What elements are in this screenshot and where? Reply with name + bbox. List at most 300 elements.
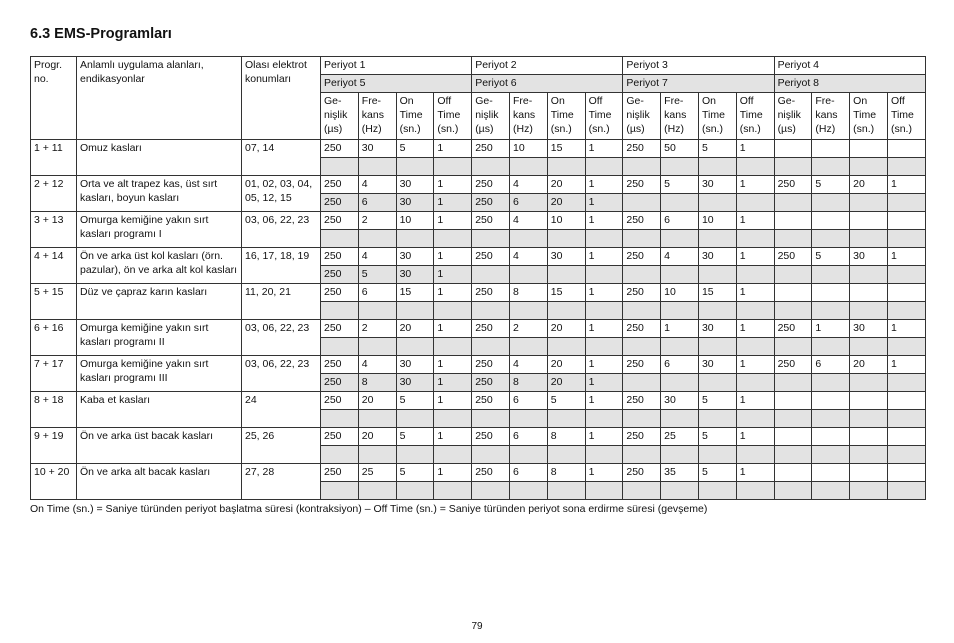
- value-cell: [661, 338, 699, 356]
- value-cell: [698, 194, 736, 212]
- value-cell: 250: [321, 212, 359, 230]
- value-cell: [472, 230, 510, 248]
- value-cell: [774, 446, 812, 464]
- value-cell: 4: [358, 356, 396, 374]
- value-cell: [509, 482, 547, 500]
- value-cell: 250: [472, 140, 510, 158]
- value-cell: 250: [623, 356, 661, 374]
- value-cell: [585, 266, 623, 284]
- value-cell: [698, 410, 736, 428]
- electrode-positions-cell: 07, 14: [242, 140, 321, 176]
- value-cell: [887, 212, 925, 230]
- value-cell: 15: [547, 140, 585, 158]
- header-frequency-period-1: Fre- kans (Hz): [358, 93, 396, 140]
- value-cell: [887, 338, 925, 356]
- value-cell: 250: [472, 248, 510, 266]
- program-number-cell: 2 + 12: [31, 176, 77, 212]
- header-electrode-positions: Olası elektrot konumları: [242, 57, 321, 140]
- value-cell: [774, 266, 812, 284]
- value-cell: 30: [396, 266, 434, 284]
- value-cell: 10: [661, 284, 699, 302]
- value-cell: 1: [887, 176, 925, 194]
- value-cell: 6: [358, 284, 396, 302]
- value-cell: [850, 392, 888, 410]
- value-cell: [321, 230, 359, 248]
- value-cell: 250: [623, 428, 661, 446]
- indication-cell: Orta ve alt trapez kas, üst sırt kasları, boyun kasları: [77, 176, 242, 212]
- value-cell: [850, 464, 888, 482]
- value-cell: [358, 230, 396, 248]
- value-cell: [434, 410, 472, 428]
- value-cell: 4: [509, 212, 547, 230]
- value-cell: [321, 482, 359, 500]
- value-cell: [774, 338, 812, 356]
- value-cell: [812, 338, 850, 356]
- value-cell: [850, 158, 888, 176]
- value-cell: 250: [774, 176, 812, 194]
- value-cell: 8: [547, 464, 585, 482]
- value-cell: 1: [887, 248, 925, 266]
- value-cell: [358, 410, 396, 428]
- value-cell: 250: [623, 464, 661, 482]
- value-cell: [812, 446, 850, 464]
- electrode-positions-cell: 03, 06, 22, 23: [242, 212, 321, 248]
- value-cell: 5: [812, 248, 850, 266]
- table-row: [31, 428, 926, 446]
- value-cell: [850, 302, 888, 320]
- header-period-4: Periyot 4: [774, 57, 925, 75]
- program-number-cell: 3 + 13: [31, 212, 77, 248]
- program-number-cell: 8 + 18: [31, 392, 77, 428]
- value-cell: [812, 140, 850, 158]
- header-frequency-period-4: Fre- kans (Hz): [812, 93, 850, 140]
- table-row: [31, 356, 926, 374]
- value-cell: 1: [736, 356, 774, 374]
- value-cell: [887, 374, 925, 392]
- value-cell: [661, 158, 699, 176]
- value-cell: [774, 392, 812, 410]
- value-cell: 20: [396, 320, 434, 338]
- page-number: 79: [471, 621, 483, 632]
- value-cell: 1: [736, 140, 774, 158]
- value-cell: 6: [812, 356, 850, 374]
- value-cell: [321, 338, 359, 356]
- value-cell: [774, 230, 812, 248]
- value-cell: 4: [509, 176, 547, 194]
- value-cell: 1: [434, 284, 472, 302]
- value-cell: 1: [434, 356, 472, 374]
- value-cell: [623, 446, 661, 464]
- value-cell: [509, 158, 547, 176]
- value-cell: [887, 464, 925, 482]
- value-cell: 15: [396, 284, 434, 302]
- value-cell: [396, 446, 434, 464]
- value-cell: 1: [434, 374, 472, 392]
- value-cell: [585, 446, 623, 464]
- value-cell: 5: [698, 464, 736, 482]
- value-cell: 5: [396, 428, 434, 446]
- value-cell: 4: [509, 356, 547, 374]
- value-cell: [850, 140, 888, 158]
- value-cell: 25: [358, 464, 396, 482]
- value-cell: 250: [321, 284, 359, 302]
- value-cell: [736, 410, 774, 428]
- value-cell: [698, 446, 736, 464]
- value-cell: 30: [396, 248, 434, 266]
- value-cell: 6: [509, 194, 547, 212]
- value-cell: 2: [358, 212, 396, 230]
- value-cell: 250: [774, 248, 812, 266]
- value-cell: [850, 212, 888, 230]
- value-cell: [698, 482, 736, 500]
- value-cell: 250: [321, 320, 359, 338]
- value-cell: [509, 302, 547, 320]
- value-cell: 6: [661, 212, 699, 230]
- header-period-1: Periyot 1: [321, 57, 472, 75]
- value-cell: [472, 158, 510, 176]
- value-cell: 8: [358, 374, 396, 392]
- indication-cell: Düz ve çapraz karın kasları: [77, 284, 242, 320]
- value-cell: [887, 230, 925, 248]
- value-cell: 250: [623, 284, 661, 302]
- value-cell: 250: [774, 356, 812, 374]
- value-cell: [812, 374, 850, 392]
- value-cell: 250: [774, 320, 812, 338]
- value-cell: 20: [547, 356, 585, 374]
- header-frequency-period-2: Fre- kans (Hz): [509, 93, 547, 140]
- value-cell: 30: [850, 320, 888, 338]
- value-cell: [812, 284, 850, 302]
- electrode-positions-cell: 24: [242, 392, 321, 428]
- value-cell: [585, 302, 623, 320]
- value-cell: 5: [396, 140, 434, 158]
- value-cell: 6: [509, 392, 547, 410]
- value-cell: [585, 482, 623, 500]
- value-cell: 30: [698, 176, 736, 194]
- value-cell: [661, 374, 699, 392]
- header-off-time-period-4: Off Time (sn.): [887, 93, 925, 140]
- value-cell: [547, 266, 585, 284]
- value-cell: [812, 158, 850, 176]
- value-cell: [850, 194, 888, 212]
- value-cell: 8: [547, 428, 585, 446]
- value-cell: 20: [547, 194, 585, 212]
- indication-cell: Omurga kemiğine yakın sırt kasları programı II: [77, 320, 242, 356]
- value-cell: [812, 194, 850, 212]
- value-cell: 250: [321, 356, 359, 374]
- value-cell: 1: [585, 428, 623, 446]
- value-cell: [736, 266, 774, 284]
- header-on-time-period-1: On Time (sn.): [396, 93, 434, 140]
- value-cell: 250: [321, 374, 359, 392]
- value-cell: 1: [585, 356, 623, 374]
- value-cell: 15: [698, 284, 736, 302]
- value-cell: 1: [585, 284, 623, 302]
- header-program-number: Progr. no.: [31, 57, 77, 140]
- table-row: [31, 248, 926, 266]
- value-cell: 1: [434, 320, 472, 338]
- table-row: [31, 320, 926, 338]
- value-cell: [774, 374, 812, 392]
- value-cell: 20: [850, 176, 888, 194]
- header-row-periods-top: [31, 57, 926, 75]
- value-cell: [736, 230, 774, 248]
- value-cell: [547, 410, 585, 428]
- value-cell: [736, 158, 774, 176]
- value-cell: 250: [321, 140, 359, 158]
- value-cell: [472, 446, 510, 464]
- value-cell: [812, 428, 850, 446]
- value-cell: 4: [358, 176, 396, 194]
- value-cell: [623, 410, 661, 428]
- value-cell: [358, 158, 396, 176]
- table-row: [31, 140, 926, 158]
- header-period-7: Periyot 7: [623, 75, 774, 93]
- value-cell: [358, 446, 396, 464]
- value-cell: [698, 374, 736, 392]
- value-cell: [547, 158, 585, 176]
- program-number-cell: 10 + 20: [31, 464, 77, 500]
- value-cell: [850, 482, 888, 500]
- value-cell: 10: [698, 212, 736, 230]
- value-cell: [887, 446, 925, 464]
- value-cell: [774, 302, 812, 320]
- value-cell: [887, 302, 925, 320]
- electrode-positions-cell: 01, 02, 03, 04, 05, 12, 15: [242, 176, 321, 212]
- value-cell: [887, 482, 925, 500]
- value-cell: [812, 230, 850, 248]
- electrode-positions-cell: 03, 06, 22, 23: [242, 320, 321, 356]
- value-cell: [812, 302, 850, 320]
- value-cell: [396, 338, 434, 356]
- program-number-cell: 6 + 16: [31, 320, 77, 356]
- value-cell: [736, 446, 774, 464]
- value-cell: [812, 464, 850, 482]
- value-cell: 1: [434, 464, 472, 482]
- value-cell: [434, 230, 472, 248]
- value-cell: 4: [661, 248, 699, 266]
- indication-cell: Ön ve arka alt bacak kasları: [77, 464, 242, 500]
- value-cell: [887, 392, 925, 410]
- value-cell: 250: [472, 392, 510, 410]
- value-cell: [585, 338, 623, 356]
- value-cell: 1: [736, 248, 774, 266]
- page-title: 6.3 EMS-Programları: [30, 26, 172, 42]
- value-cell: 5: [547, 392, 585, 410]
- header-period-3: Periyot 3: [623, 57, 774, 75]
- value-cell: [585, 410, 623, 428]
- value-cell: [774, 410, 812, 428]
- value-cell: [434, 158, 472, 176]
- value-cell: [736, 302, 774, 320]
- ems-programs-table: [30, 56, 926, 500]
- indication-cell: Omurga kemiğine yakın sırt kasları programı I: [77, 212, 242, 248]
- value-cell: 20: [547, 176, 585, 194]
- value-cell: [396, 482, 434, 500]
- value-cell: 30: [698, 320, 736, 338]
- value-cell: 30: [396, 356, 434, 374]
- value-cell: [623, 482, 661, 500]
- value-cell: 1: [585, 176, 623, 194]
- indication-cell: Ön ve arka üst bacak kasları: [77, 428, 242, 464]
- value-cell: [472, 266, 510, 284]
- value-cell: 5: [396, 392, 434, 410]
- value-cell: [623, 158, 661, 176]
- value-cell: [661, 410, 699, 428]
- value-cell: [661, 482, 699, 500]
- value-cell: 1: [434, 140, 472, 158]
- value-cell: [547, 338, 585, 356]
- value-cell: 250: [321, 392, 359, 410]
- value-cell: [661, 266, 699, 284]
- value-cell: [321, 302, 359, 320]
- value-cell: [887, 284, 925, 302]
- value-cell: 6: [509, 428, 547, 446]
- value-cell: 4: [358, 248, 396, 266]
- value-cell: 1: [736, 212, 774, 230]
- value-cell: [509, 266, 547, 284]
- value-cell: 1: [585, 464, 623, 482]
- value-cell: [698, 230, 736, 248]
- header-frequency-period-3: Fre- kans (Hz): [661, 93, 699, 140]
- value-cell: 250: [623, 320, 661, 338]
- value-cell: 1: [585, 212, 623, 230]
- indication-cell: Ön ve arka üst kol kasları (örn. pazular), ön ve arka alt kol kasları: [77, 248, 242, 284]
- value-cell: [850, 230, 888, 248]
- value-cell: 5: [698, 428, 736, 446]
- value-cell: [661, 230, 699, 248]
- value-cell: [850, 410, 888, 428]
- value-cell: [887, 410, 925, 428]
- value-cell: 20: [358, 392, 396, 410]
- header-period-8: Periyot 8: [774, 75, 925, 93]
- value-cell: 250: [472, 284, 510, 302]
- value-cell: 1: [434, 266, 472, 284]
- value-cell: [434, 302, 472, 320]
- value-cell: 2: [509, 320, 547, 338]
- value-cell: [698, 338, 736, 356]
- value-cell: [396, 230, 434, 248]
- value-cell: 10: [509, 140, 547, 158]
- value-cell: [887, 428, 925, 446]
- header-width-period-3: Ge- nişlik (µs): [623, 93, 661, 140]
- value-cell: 1: [736, 464, 774, 482]
- value-cell: [509, 230, 547, 248]
- value-cell: 25: [661, 428, 699, 446]
- value-cell: 250: [472, 464, 510, 482]
- value-cell: 250: [472, 356, 510, 374]
- value-cell: [736, 338, 774, 356]
- value-cell: [887, 140, 925, 158]
- value-cell: [321, 446, 359, 464]
- value-cell: 1: [585, 194, 623, 212]
- value-cell: [396, 410, 434, 428]
- value-cell: 250: [472, 194, 510, 212]
- value-cell: 250: [472, 320, 510, 338]
- value-cell: 30: [396, 176, 434, 194]
- value-cell: 250: [321, 464, 359, 482]
- value-cell: 250: [623, 176, 661, 194]
- value-cell: [850, 284, 888, 302]
- value-cell: 5: [698, 140, 736, 158]
- value-cell: 1: [585, 392, 623, 410]
- value-cell: 250: [472, 428, 510, 446]
- header-on-time-period-2: On Time (sn.): [547, 93, 585, 140]
- electrode-positions-cell: 11, 20, 21: [242, 284, 321, 320]
- value-cell: 8: [509, 374, 547, 392]
- value-cell: 20: [358, 428, 396, 446]
- value-cell: 1: [585, 248, 623, 266]
- value-cell: 5: [358, 266, 396, 284]
- header-width-period-4: Ge- nişlik (µs): [774, 93, 812, 140]
- value-cell: [812, 392, 850, 410]
- value-cell: [547, 302, 585, 320]
- value-cell: [774, 464, 812, 482]
- value-cell: [434, 446, 472, 464]
- indication-cell: Kaba et kasları: [77, 392, 242, 428]
- value-cell: 5: [661, 176, 699, 194]
- value-cell: 1: [736, 428, 774, 446]
- header-period-5: Periyot 5: [321, 75, 472, 93]
- value-cell: [434, 338, 472, 356]
- value-cell: 1: [736, 176, 774, 194]
- value-cell: [358, 302, 396, 320]
- value-cell: 5: [698, 392, 736, 410]
- value-cell: [472, 482, 510, 500]
- indication-cell: Omurga kemiğine yakın sırt kasları programı III: [77, 356, 242, 392]
- value-cell: 250: [321, 248, 359, 266]
- value-cell: [472, 338, 510, 356]
- value-cell: 8: [509, 284, 547, 302]
- value-cell: [661, 302, 699, 320]
- header-on-time-period-3: On Time (sn.): [698, 93, 736, 140]
- value-cell: 1: [736, 320, 774, 338]
- value-cell: [321, 410, 359, 428]
- value-cell: 250: [623, 212, 661, 230]
- value-cell: [623, 374, 661, 392]
- value-cell: 30: [698, 248, 736, 266]
- value-cell: 250: [472, 374, 510, 392]
- value-cell: [585, 158, 623, 176]
- value-cell: [698, 266, 736, 284]
- value-cell: [774, 194, 812, 212]
- value-cell: 6: [358, 194, 396, 212]
- value-cell: 250: [321, 194, 359, 212]
- value-cell: 30: [850, 248, 888, 266]
- value-cell: 1: [585, 320, 623, 338]
- value-cell: 2: [358, 320, 396, 338]
- value-cell: 250: [472, 212, 510, 230]
- value-cell: [887, 194, 925, 212]
- value-cell: 50: [661, 140, 699, 158]
- value-cell: 30: [358, 140, 396, 158]
- value-cell: 30: [396, 374, 434, 392]
- value-cell: 6: [509, 464, 547, 482]
- value-cell: [698, 302, 736, 320]
- header-off-time-period-3: Off Time (sn.): [736, 93, 774, 140]
- value-cell: [509, 410, 547, 428]
- value-cell: [812, 410, 850, 428]
- value-cell: 1: [434, 248, 472, 266]
- value-cell: 30: [547, 248, 585, 266]
- value-cell: [850, 428, 888, 446]
- value-cell: [774, 140, 812, 158]
- table-row: [31, 464, 926, 482]
- value-cell: 1: [434, 428, 472, 446]
- value-cell: 250: [321, 428, 359, 446]
- program-number-cell: 9 + 19: [31, 428, 77, 464]
- value-cell: 20: [850, 356, 888, 374]
